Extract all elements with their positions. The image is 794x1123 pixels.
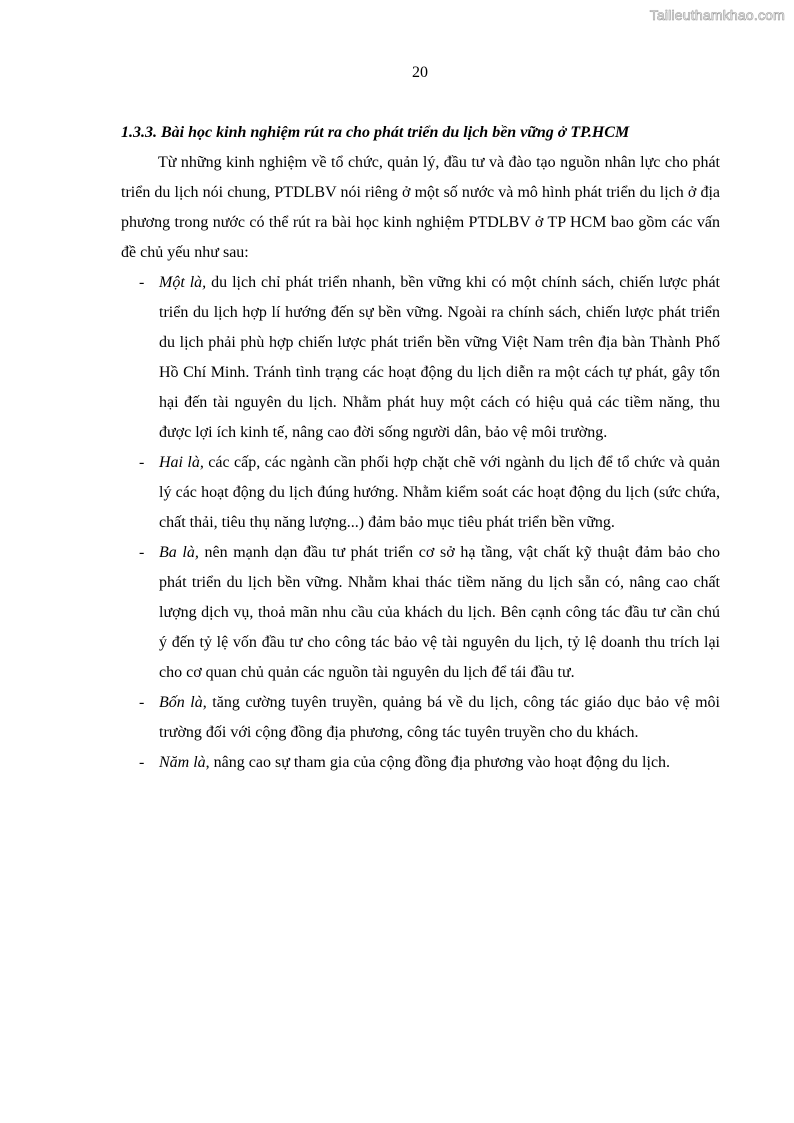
document-body: [121, 118, 720, 778]
bullet-dash: -: [139, 754, 145, 771]
list-item-4: [121, 688, 720, 748]
item-lead: Bốn là: [159, 694, 203, 711]
list-item-3: [121, 538, 720, 688]
list-item-5: [121, 748, 720, 778]
bullet-dash: -: [139, 544, 145, 561]
item-text: du lịch chỉ phát triển nhanh, bền vững khi có một chính sách, chiến lược phát triển du lịch hợp lí hướng đến sự bền vững. Ngoài ra chính sách, chiến lược phát triển du lịch phải phù hợp chiến lược phát triển bền vững Việt Nam trên địa bàn Thành Phố Hồ Chí Minh. Tránh tình trạng các hoạt động du lịch diễn ra một cách tự phát, gây tổn hại đến tài nguyên du lịch. Nhằm phát huy một cách có hiệu quả các tiềm năng, thu được lợi ích kinh tế, nâng cao đời sống người dân, bảo vệ môi trường.: [159, 274, 720, 441]
item-lead: Ba là,: [159, 544, 199, 561]
item-text: , tăng cường tuyên truyền, quảng bá về du lịch, công tác giáo dục bảo vệ môi trường đối với cộng đồng địa phương, công tác tuyên truyền cho du khách.: [159, 694, 721, 741]
page-number: 20: [412, 64, 428, 81]
item-text: các cấp, các ngành cần phối hợp chặt chẽ với ngành du lịch để tổ chức và quản lý các hoạt động du lịch đúng hướng. Nhằm kiểm soát các hoạt động du lịch (sức chứa, chất thải, tiêu thụ năng lượng...) đảm bảo mục tiêu phát triển bền vững.: [159, 454, 720, 531]
lessons-list: [121, 268, 720, 778]
list-item-2: [121, 448, 720, 538]
bullet-dash: -: [139, 454, 145, 471]
bullet-dash: -: [139, 274, 145, 291]
section-heading: 1.3.3. Bài học kinh nghiệm rút ra cho phát triển du lịch bền vững ở TP.HCM: [121, 124, 630, 141]
item-text: , nâng cao sự tham gia của cộng đồng địa phương vào hoạt động du lịch.: [205, 754, 671, 771]
list-item-1: [121, 268, 720, 448]
item-text: nên mạnh dạn đầu tư phát triển cơ sở hạ tầng, vật chất kỹ thuật đảm bảo cho phát triển du lịch bền vững. Nhằm khai thác tiềm năng du lịch sẵn có, nâng cao chất lượng dịch vụ, thoả mãn nhu cầu của khách du lịch. Bên cạnh công tác đầu tư cần chú ý đến tỷ lệ vốn đầu tư cho công tác bảo vệ tài nguyên du lịch, tỷ lệ doanh thu trích lại cho cơ quan chủ quản các nguồn tài nguyên du lịch để tái đầu tư.: [159, 544, 721, 681]
item-lead: Một là,: [159, 274, 207, 291]
item-lead: Hai là,: [159, 454, 204, 471]
watermark: Tailieuthamkhao.com: [649, 7, 785, 23]
bullet-dash: -: [139, 694, 145, 711]
intro-paragraph: Từ những kinh nghiệm về tổ chức, quản lý, đầu tư và đào tạo nguồn nhân lực cho phát triển du lịch nói chung, PTDLBV nói riêng ở một số nước và mô hình phát triển du lịch ở địa phương trong nước có thể rút ra bài học kinh nghiệm PTDLBV ở TP HCM bao gồm các vấn đề chủ yếu như sau:: [121, 154, 720, 261]
item-lead: Năm là: [159, 754, 206, 771]
